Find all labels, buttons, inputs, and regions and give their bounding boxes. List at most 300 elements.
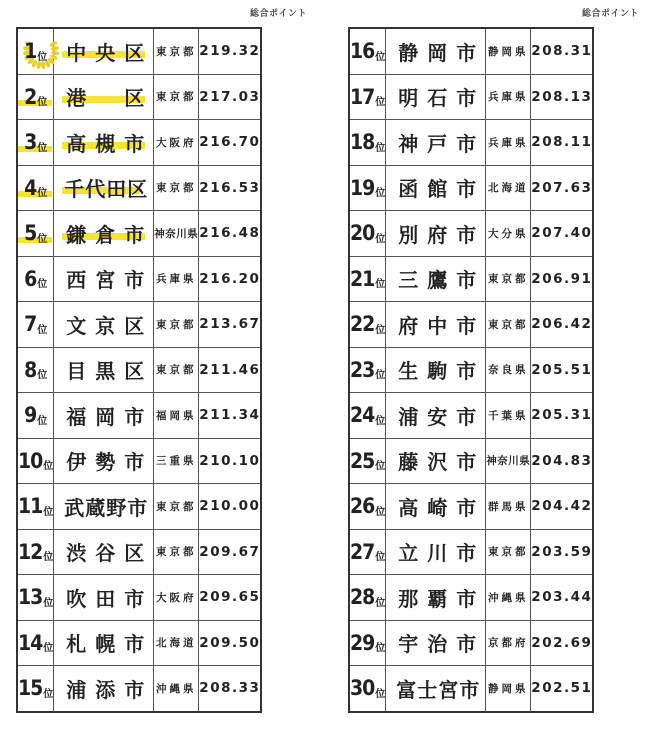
ranking-row (349, 211, 593, 257)
city-cell (54, 256, 154, 302)
city-name: 武蔵野市 (64, 495, 149, 520)
rank-number: 12 (18, 539, 43, 564)
rank-suffix: 位 (37, 324, 48, 336)
rank-suffix: 位 (37, 142, 48, 154)
city-cell (386, 256, 486, 302)
rank-number: 5 (24, 221, 37, 246)
total-score: 216.48 (199, 225, 261, 242)
ranking-row (17, 393, 261, 439)
city-name: 府中市 (398, 313, 486, 338)
rank-number: 9 (24, 403, 37, 428)
city-cell (386, 28, 486, 74)
city-name: 札幌市 (66, 632, 154, 657)
rank-cell (349, 256, 386, 302)
rank-suffix: 位 (37, 97, 48, 108)
rank-cell (349, 666, 386, 712)
total-points-header: 総合ポイント (582, 9, 640, 19)
rank-number: 8 (24, 357, 37, 382)
rank-cell (349, 575, 386, 621)
ranking-row (349, 393, 593, 439)
ranking-row (349, 165, 593, 211)
rank-suffix: 位 (37, 370, 48, 381)
score-cell (199, 484, 262, 530)
rank-cell (349, 74, 386, 120)
city-cell (386, 666, 486, 712)
prefecture-name: 東京都 (156, 546, 197, 559)
city-cell (386, 120, 486, 166)
total-score: 216.53 (199, 179, 261, 196)
prefecture-name: 東京都 (156, 91, 197, 104)
city-name: 高槻市 (66, 131, 154, 156)
city-name: 藤沢市 (398, 450, 486, 475)
rank-suffix: 位 (375, 461, 386, 472)
ranking-row (17, 484, 261, 530)
score-cell (531, 28, 594, 74)
prefecture-cell (486, 211, 531, 257)
prefecture-cell (154, 529, 199, 575)
total-score: 202.51 (531, 680, 593, 697)
ranking-row (349, 120, 593, 166)
rank-suffix: 位 (37, 415, 48, 427)
score-cell (199, 575, 262, 621)
ranking-row (349, 256, 593, 302)
rank-suffix: 位 (375, 415, 386, 427)
prefecture-name: 東京都 (156, 182, 197, 195)
prefecture-name: 福岡県 (156, 409, 197, 422)
city-name: 立川市 (398, 541, 486, 566)
ranking-row (349, 28, 593, 74)
score-cell (531, 256, 594, 302)
total-points-header: 総合ポイント (250, 9, 308, 19)
rank-number: 21 (350, 266, 375, 291)
score-cell (199, 28, 262, 74)
ranking-row (17, 347, 261, 393)
city-name: 三鷹市 (398, 268, 486, 293)
score-cell (199, 74, 262, 120)
total-score: 206.42 (531, 316, 593, 333)
total-score: 203.44 (531, 589, 593, 606)
rank-number: 4 (24, 175, 37, 200)
prefecture-cell (486, 28, 531, 74)
city-cell (54, 165, 154, 211)
ranking-row (17, 529, 261, 575)
rank-cell (17, 28, 54, 74)
rank-number: 20 (350, 221, 375, 246)
ranking-row (349, 74, 593, 120)
prefecture-cell (154, 256, 199, 302)
city-name: 那覇市 (398, 586, 486, 611)
city-name: 浦安市 (398, 404, 486, 429)
rank-suffix: 位 (43, 461, 54, 472)
score-cell (199, 620, 262, 666)
total-score: 205.51 (531, 361, 593, 378)
rank-number: 24 (350, 403, 375, 428)
city-cell (54, 484, 154, 530)
rank-cell (17, 529, 54, 575)
ranking-row (349, 666, 593, 712)
prefecture-name: 奈良県 (488, 364, 529, 377)
rank-cell (17, 347, 54, 393)
prefecture-cell (486, 302, 531, 348)
city-name: 富士宮市 (396, 677, 481, 702)
rank-number: 2 (24, 84, 37, 109)
rank-cell (349, 165, 386, 211)
city-name: 中央区 (66, 40, 154, 65)
rank-suffix: 位 (375, 552, 386, 563)
city-name: 伊勢市 (66, 450, 154, 475)
prefecture-name: 北海道 (156, 637, 197, 650)
ranking-row (17, 438, 261, 484)
rank-cell (17, 575, 54, 621)
total-score: 209.65 (199, 589, 261, 606)
total-score: 210.10 (199, 452, 261, 469)
city-cell (386, 165, 486, 211)
city-cell (54, 438, 154, 484)
ranking-row (17, 120, 261, 166)
city-cell (54, 575, 154, 621)
city-cell (386, 347, 486, 393)
rank-number: 25 (350, 448, 375, 473)
city-cell (54, 620, 154, 666)
score-cell (531, 393, 594, 439)
city-name: 渋谷区 (66, 541, 154, 566)
rank-number: 16 (350, 39, 375, 64)
prefecture-cell (154, 438, 199, 484)
rank-cell (17, 211, 54, 257)
prefecture-cell (486, 620, 531, 666)
ranking-row (17, 211, 261, 257)
prefecture-cell (486, 393, 531, 439)
rank-cell (349, 620, 386, 666)
total-score: 208.31 (531, 43, 593, 60)
rank-number: 30 (350, 676, 375, 701)
rank-suffix: 位 (37, 279, 48, 290)
ranking-row (349, 302, 593, 348)
rank-cell (17, 74, 54, 120)
total-score: 213.67 (199, 316, 261, 333)
rank-number: 15 (18, 676, 43, 701)
prefecture-name: 東京都 (156, 364, 197, 377)
ranking-row (349, 529, 593, 575)
prefecture-cell (154, 575, 199, 621)
rank-number: 22 (350, 312, 375, 337)
ranking-row (349, 575, 593, 621)
score-cell (199, 211, 262, 257)
rank-suffix: 位 (43, 597, 54, 609)
rank-cell (349, 484, 386, 530)
total-score: 203.59 (531, 543, 593, 560)
rank-cell (349, 438, 386, 484)
total-score: 211.34 (199, 407, 261, 424)
total-score: 210.00 (199, 498, 261, 515)
prefecture-cell (486, 529, 531, 575)
city-name: 文京区 (66, 313, 154, 338)
rank-suffix: 位 (375, 370, 386, 381)
prefecture-cell (154, 165, 199, 211)
rank-suffix: 位 (375, 188, 386, 199)
ranking-row (17, 28, 261, 74)
total-score: 205.31 (531, 407, 593, 424)
rank-suffix: 位 (375, 688, 386, 700)
rank-cell (17, 438, 54, 484)
city-name: 千代田区 (64, 177, 149, 202)
score-cell (531, 529, 594, 575)
score-cell (199, 165, 262, 211)
score-cell (531, 165, 594, 211)
rank-suffix: 位 (375, 506, 386, 518)
city-cell (54, 529, 154, 575)
rank-number: 23 (350, 357, 375, 382)
total-score: 207.40 (531, 225, 593, 242)
total-score: 208.11 (531, 134, 593, 151)
prefecture-cell (486, 165, 531, 211)
total-score: 209.67 (199, 543, 261, 560)
score-cell (531, 347, 594, 393)
rank-number: 28 (350, 585, 375, 610)
prefecture-cell (154, 120, 199, 166)
prefecture-name: 東京都 (156, 45, 197, 58)
rank-number: 18 (350, 130, 375, 155)
city-cell (386, 302, 486, 348)
rank-cell (17, 120, 54, 166)
score-cell (531, 74, 594, 120)
rank-cell (17, 256, 54, 302)
prefecture-cell (154, 393, 199, 439)
prefecture-name: 兵庫県 (156, 273, 197, 286)
city-cell (54, 666, 154, 712)
ranking-row (17, 666, 261, 712)
rank-cell (17, 165, 54, 211)
score-cell (199, 438, 262, 484)
score-cell (531, 211, 594, 257)
rank-suffix: 位 (43, 552, 54, 563)
prefecture-name: 北海道 (488, 182, 529, 195)
city-name: 宇治市 (398, 632, 486, 657)
prefecture-cell (486, 74, 531, 120)
ranking-row (17, 302, 261, 348)
prefecture-name: 兵庫県 (488, 91, 529, 104)
rank-number: 26 (350, 494, 375, 519)
prefecture-cell (154, 74, 199, 120)
score-cell (531, 666, 594, 712)
city-cell (54, 120, 154, 166)
city-name: 港 区 (66, 86, 154, 111)
score-cell (531, 575, 594, 621)
prefecture-name: 大阪府 (156, 591, 197, 604)
prefecture-name: 兵庫県 (488, 136, 529, 149)
prefecture-name: 大阪府 (156, 136, 197, 149)
rank-cell (349, 529, 386, 575)
city-cell (386, 438, 486, 484)
rank-number: 7 (24, 312, 37, 337)
rank-suffix: 位 (375, 233, 386, 245)
rank-suffix: 位 (375, 643, 386, 654)
city-name: 浦添市 (66, 677, 154, 702)
rank-suffix: 位 (43, 688, 54, 700)
score-cell (199, 302, 262, 348)
prefecture-cell (486, 256, 531, 302)
rank-cell (349, 302, 386, 348)
ranking-table-right (348, 27, 594, 713)
city-cell (386, 393, 486, 439)
rank-number: 10 (18, 448, 43, 473)
score-cell (199, 393, 262, 439)
prefecture-cell (154, 211, 199, 257)
rank-suffix: 位 (43, 506, 54, 518)
rank-cell (349, 28, 386, 74)
rank-number: 13 (18, 585, 43, 610)
total-score: 209.50 (199, 634, 261, 651)
prefecture-name: 神奈川県 (486, 455, 531, 468)
prefecture-name: 東京都 (488, 546, 529, 559)
city-cell (386, 74, 486, 120)
prefecture-name: 沖縄県 (488, 591, 529, 604)
city-cell (386, 529, 486, 575)
prefecture-cell (154, 666, 199, 712)
total-score: 202.69 (531, 634, 593, 651)
city-cell (54, 211, 154, 257)
rank-number: 1 (24, 39, 37, 64)
ranking-row (349, 484, 593, 530)
rank-cell (349, 393, 386, 439)
prefecture-name: 神奈川県 (154, 227, 199, 240)
city-cell (386, 484, 486, 530)
total-score: 208.33 (199, 680, 261, 697)
prefecture-name: 東京都 (488, 318, 529, 331)
ranking-row (17, 165, 261, 211)
prefecture-name: 東京都 (156, 500, 197, 513)
score-cell (199, 120, 262, 166)
city-name: 目黒区 (66, 359, 154, 384)
city-name: 高崎市 (398, 495, 486, 520)
score-cell (531, 620, 594, 666)
prefecture-cell (154, 484, 199, 530)
rank-cell (349, 211, 386, 257)
total-score: 216.70 (199, 134, 261, 151)
total-score: 217.03 (199, 88, 261, 105)
rank-number: 6 (24, 266, 37, 291)
rank-cell (17, 393, 54, 439)
rank-suffix: 位 (375, 97, 386, 108)
prefecture-name: 千葉県 (488, 409, 529, 422)
total-score: 208.13 (531, 88, 593, 105)
city-cell (386, 620, 486, 666)
prefecture-name: 京都府 (488, 637, 529, 650)
rank-suffix: 位 (375, 142, 386, 154)
total-score: 219.32 (199, 43, 261, 60)
prefecture-cell (154, 620, 199, 666)
prefecture-name: 沖縄県 (156, 682, 197, 695)
rank-cell (349, 120, 386, 166)
total-score: 216.20 (199, 270, 261, 287)
rank-number: 29 (350, 630, 375, 655)
city-name: 生駒市 (398, 359, 486, 384)
city-name: 吹田市 (66, 586, 154, 611)
score-cell (199, 347, 262, 393)
rank-suffix: 位 (375, 51, 386, 63)
rank-number: 17 (350, 84, 375, 109)
ranking-row (17, 256, 261, 302)
ranking-row (349, 438, 593, 484)
score-cell (531, 484, 594, 530)
prefecture-cell (154, 302, 199, 348)
rank-suffix: 位 (375, 597, 386, 609)
total-score: 204.83 (531, 452, 593, 469)
city-name: 明石市 (398, 86, 486, 111)
city-name: 函館市 (398, 177, 486, 202)
rank-cell (17, 302, 54, 348)
rank-suffix: 位 (37, 233, 48, 245)
rank-suffix: 位 (375, 279, 386, 290)
city-name: 鎌倉市 (66, 222, 154, 247)
prefecture-cell (486, 347, 531, 393)
score-cell (199, 256, 262, 302)
city-cell (386, 575, 486, 621)
city-name: 神戸市 (398, 131, 486, 156)
prefecture-cell (154, 28, 199, 74)
total-score: 207.63 (531, 179, 593, 196)
rank-cell (17, 484, 54, 530)
ranking-row (349, 620, 593, 666)
ranking-table-left (16, 27, 262, 713)
city-name: 西宮市 (66, 268, 154, 293)
prefecture-name: 群馬県 (488, 500, 529, 513)
prefecture-cell (486, 666, 531, 712)
city-cell (54, 74, 154, 120)
rank-number: 19 (350, 175, 375, 200)
score-cell (531, 120, 594, 166)
city-cell (54, 302, 154, 348)
prefecture-cell (486, 438, 531, 484)
ranking-row (17, 620, 261, 666)
prefecture-cell (486, 120, 531, 166)
score-cell (531, 438, 594, 484)
rank-suffix: 位 (37, 51, 48, 63)
total-score: 206.91 (531, 270, 593, 287)
city-cell (54, 28, 154, 74)
city-name: 静岡市 (398, 40, 486, 65)
prefecture-cell (154, 347, 199, 393)
total-score: 211.46 (199, 361, 261, 378)
prefecture-name: 三重県 (156, 455, 197, 468)
rank-number: 11 (18, 494, 43, 519)
prefecture-cell (486, 484, 531, 530)
score-cell (531, 302, 594, 348)
rank-number: 27 (350, 539, 375, 564)
city-cell (386, 211, 486, 257)
prefecture-name: 静岡県 (488, 682, 529, 695)
score-cell (199, 529, 262, 575)
prefecture-name: 静岡県 (488, 45, 529, 58)
city-name: 福岡市 (66, 404, 154, 429)
rank-cell (17, 666, 54, 712)
ranking-row (17, 575, 261, 621)
total-score: 204.42 (531, 498, 593, 515)
city-cell (54, 347, 154, 393)
rank-cell (17, 620, 54, 666)
city-cell (54, 393, 154, 439)
rank-suffix: 位 (375, 324, 386, 336)
ranking-row (17, 74, 261, 120)
rank-suffix: 位 (43, 643, 54, 654)
prefecture-cell (486, 575, 531, 621)
rank-suffix: 位 (37, 188, 48, 199)
rank-number: 3 (24, 130, 37, 155)
ranking-row (349, 347, 593, 393)
rank-number: 14 (18, 630, 43, 655)
city-name: 別府市 (398, 222, 486, 247)
prefecture-name: 大分県 (488, 227, 529, 240)
